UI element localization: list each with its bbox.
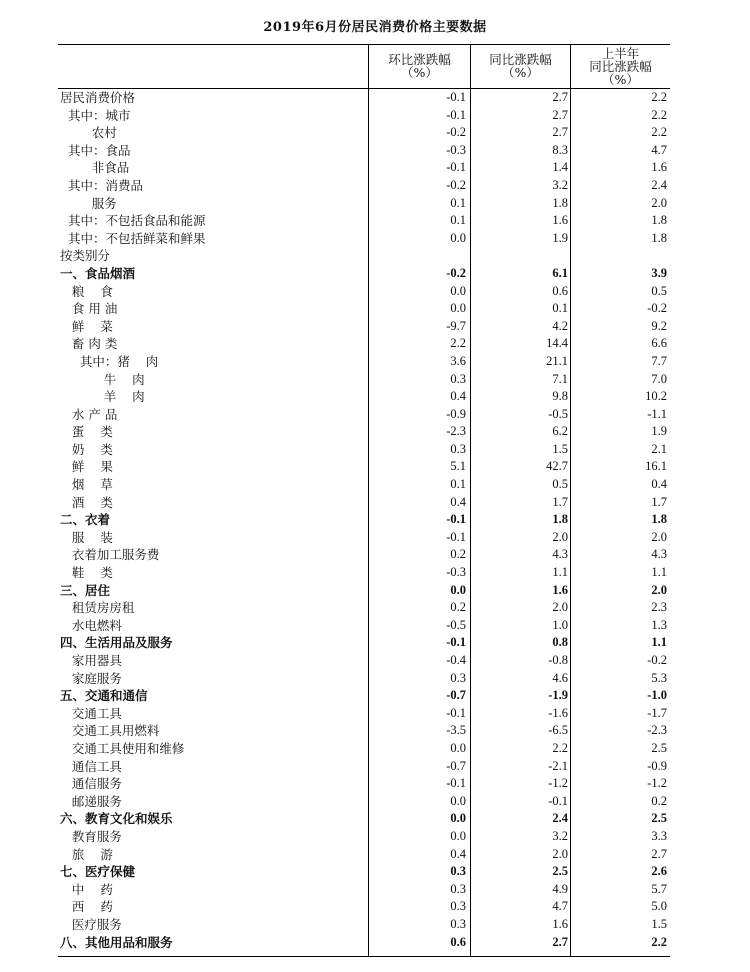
table-row [58,247,670,265]
mom-value: -0.4 [446,653,466,667]
h1-value: 7.0 [651,371,667,386]
table-row [58,177,670,195]
yoy-value: 1.4 [552,160,568,175]
yoy-value: 2.2 [552,740,568,755]
h1-value: -0.2 [647,301,667,316]
h1-value: 0.4 [651,477,667,492]
table-row [58,810,670,828]
table-row [58,599,670,617]
yoy-value: -2.1 [548,758,568,773]
row-label: 鲜 菜 [60,318,113,334]
yoy-value: 1.9 [552,230,568,245]
table-row [58,634,670,652]
yoy-value: 1.6 [552,916,568,931]
header-mom-line2: （%） [401,65,438,80]
yoy-value: -0.8 [548,653,568,667]
h1-value: 0.2 [651,793,667,808]
mom-value: 0.2 [450,600,466,615]
yoy-value: -0.1 [548,793,568,808]
mom-value: 0.1 [450,477,466,492]
h1-value: -0.9 [647,758,667,773]
row-label: 牛 肉 [60,371,145,387]
row-label: 交通工具 [60,705,122,721]
row-label: 其中：不包括食品和能源 [60,213,206,229]
h1-value: 4.3 [651,547,667,562]
yoy-value: 1.1 [552,565,568,580]
yoy-value: -1.2 [548,776,568,791]
table-row [58,230,670,248]
mom-value: -2.3 [446,424,466,439]
yoy-value: 0.1 [552,301,568,316]
row-label: 农村 [60,125,117,141]
row-label: 通信工具 [60,758,122,774]
row-label: 酒 类 [60,494,113,510]
table-row [58,89,670,107]
mom-value: 0.3 [450,670,466,685]
h1-value: 16.1 [645,459,667,474]
row-label: 七、医疗保健 [60,864,136,880]
h1-value: 1.8 [651,512,667,527]
mom-value: -0.3 [446,565,466,580]
mom-value: -0.7 [446,688,466,703]
row-label: 一、食品烟酒 [60,265,136,281]
row-label: 粮 食 [60,283,113,299]
table-row [58,828,670,846]
yoy-value: 4.3 [552,547,568,562]
mom-value: 0.0 [450,301,466,316]
yoy-value: 0.8 [552,635,568,650]
header-mom-line1: 环比涨跌幅 [388,52,451,67]
mom-value: 0.3 [450,441,466,456]
yoy-value: 6.1 [552,265,568,280]
h1-value: -2.3 [647,723,667,738]
mom-value: -0.2 [446,125,466,140]
h1-value: -1.2 [647,776,667,791]
h1-value: 2.7 [651,846,667,861]
table-row [58,458,670,476]
table-row [58,335,670,353]
yoy-value: 2.7 [552,90,568,104]
yoy-value: 2.0 [552,600,568,615]
mom-value: -0.1 [446,529,466,544]
yoy-value: -1.6 [548,705,568,720]
row-label: 蛋 类 [60,424,113,440]
row-label: 羊 肉 [60,389,145,405]
row-label: 其中：消费品 [60,177,143,193]
mom-value: 0.0 [450,230,466,245]
table-row [58,722,670,740]
mom-value: -9.7 [446,318,466,333]
yoy-value: 1.5 [552,441,568,456]
yoy-value: 9.8 [552,389,568,404]
h1-value: 1.1 [651,635,667,650]
table-row [58,388,670,406]
row-label: 食 用 油 [60,301,118,317]
row-label: 六、教育文化和娱乐 [60,811,173,827]
mom-value: -0.9 [446,406,466,421]
h1-value: 2.3 [651,600,667,615]
mom-value: 0.3 [450,899,466,914]
table-row [58,159,670,177]
row-label: 按类别分 [60,248,111,264]
yoy-value: 2.0 [552,529,568,544]
row-label: 服务 [60,195,117,211]
row-label: 通信服务 [60,776,122,792]
header-yoy-line2: （%） [502,65,539,80]
row-label: 其中：不包括鲜菜和鲜果 [60,230,206,246]
row-label: 其中：猪 肉 [60,353,159,369]
yoy-value: 2.7 [552,125,568,140]
yoy-value: 3.2 [552,828,568,843]
yoy-value: -6.5 [548,723,568,738]
yoy-value: 8.3 [552,142,568,157]
h1-value: 2.2 [651,90,667,104]
header-yoy-line1: 同比涨跌幅 [489,52,552,67]
h1-value: 2.5 [651,740,667,755]
mom-value: -0.7 [446,758,466,773]
mom-value: 0.4 [450,846,466,861]
yoy-value: 2.4 [552,811,568,826]
row-label: 交通工具使用和维修 [60,740,185,756]
mom-value: -0.1 [446,90,466,104]
h1-value: 10.2 [645,389,667,404]
mom-value: 0.0 [450,740,466,755]
h1-value: 2.0 [651,195,667,210]
mom-value: 0.6 [450,934,466,949]
table-row [58,300,670,318]
table-row [58,371,670,389]
mom-value: -0.1 [446,512,466,527]
table-row [58,529,670,547]
mom-value: 5.1 [450,459,466,474]
table-body [58,89,670,951]
row-label: 五、交通和通信 [60,688,148,704]
mom-value: -0.1 [446,635,466,650]
table-row [58,740,670,758]
row-label: 三、居住 [60,582,111,598]
h1-value: 6.6 [651,336,667,351]
mom-value: 0.3 [450,881,466,896]
table-row [58,775,670,793]
row-label: 其中：城市 [60,107,131,123]
h1-value: 1.8 [651,230,667,245]
table-title: 2019年6月份居民消费价格主要数据 [263,20,487,35]
row-label: 教育服务 [60,828,122,844]
table-row [58,406,670,424]
mom-value: -0.5 [446,617,466,632]
h1-value: 1.5 [651,916,667,931]
table-row [58,934,670,952]
yoy-value: 1.0 [552,617,568,632]
yoy-value: 42.7 [546,459,568,474]
mom-value: 0.0 [450,828,466,843]
mom-value: 0.1 [450,195,466,210]
h1-value: 9.2 [651,318,667,333]
yoy-value: 1.7 [552,494,568,509]
table-row [58,793,670,811]
h1-value: 2.5 [651,811,667,826]
table-row [58,195,670,213]
h1-value: 1.8 [651,213,667,228]
row-label: 衣着加工服务费 [60,547,160,563]
h1-value: 0.5 [651,283,667,298]
yoy-value: 4.2 [552,318,568,333]
table-row [58,511,670,529]
table-row [58,881,670,899]
yoy-value: -0.5 [548,406,568,421]
yoy-value: 3.2 [552,177,568,192]
yoy-value: 4.6 [552,670,568,685]
row-label: 家用器具 [60,653,122,668]
table-row [58,652,670,670]
row-label: 水电燃料 [60,617,122,633]
table-row [58,476,670,494]
yoy-value: 6.2 [552,424,568,439]
row-label: 鞋 类 [60,565,113,581]
table-row [58,283,670,301]
mom-value: 0.3 [450,864,466,879]
mom-value: 3.6 [450,353,466,368]
yoy-value: 7.1 [552,371,568,386]
mom-value: -0.2 [446,177,466,192]
mom-value: 0.4 [450,389,466,404]
table-row [58,617,670,635]
mom-value: -0.1 [446,107,466,122]
h1-value: 5.3 [651,670,667,685]
table-row [58,494,670,512]
table-row [58,212,670,230]
row-label: 中 药 [60,881,113,897]
mom-value: -0.1 [446,160,466,175]
h1-value: 1.1 [651,565,667,580]
mom-value: -0.1 [446,776,466,791]
table-row [58,564,670,582]
yoy-value: 14.4 [546,336,568,351]
row-label: 非食品 [60,160,130,176]
header-yoy [471,44,570,88]
h1-value: 3.3 [651,828,667,843]
row-label: 鲜 果 [60,459,113,475]
h1-value: 2.2 [651,934,667,949]
yoy-value: 0.6 [552,283,568,298]
header-h1-line2: 同比涨跌幅 [589,58,652,74]
h1-value: -1.0 [647,688,667,703]
row-label: 居民消费价格 [60,90,136,105]
h1-value: 1.3 [651,617,667,632]
yoy-value: 1.6 [552,213,568,228]
yoy-value: 2.5 [552,864,568,879]
table-row [58,670,670,688]
row-label: 二、衣着 [60,512,111,528]
mom-value: 0.3 [450,916,466,931]
yoy-value: 4.7 [552,899,568,914]
mom-value: -3.5 [446,723,466,738]
table-row [58,687,670,705]
row-label: 租赁房房租 [60,600,135,616]
h1-value: 5.0 [651,899,667,914]
table-row [58,142,670,160]
h1-value: 2.0 [651,582,667,597]
mom-value: 0.4 [450,494,466,509]
h1-value: 2.6 [651,864,667,879]
h1-value: 1.9 [651,424,667,439]
h1-value: -0.2 [647,653,667,667]
h1-value: 2.2 [651,107,667,122]
row-label: 水 产 品 [60,406,118,422]
table-row [58,423,670,441]
table-row [58,898,670,916]
row-label: 邮递服务 [60,793,122,809]
yoy-value: 0.5 [552,477,568,492]
mom-value: 0.0 [450,582,466,597]
mom-value: 2.2 [450,336,466,351]
header-h1 [571,44,670,88]
yoy-value: 2.7 [552,107,568,122]
yoy-value: -1.9 [548,688,568,703]
mom-value: 0.3 [450,371,466,386]
row-label: 家庭服务 [60,670,122,686]
h1-value: 2.4 [651,177,667,192]
h1-value: 5.7 [651,881,667,896]
table-row [58,441,670,459]
mom-value: -0.3 [446,142,466,157]
yoy-value: 2.0 [552,846,568,861]
row-label: 服 装 [60,529,113,545]
table-row [58,353,670,371]
mom-value: 0.2 [450,547,466,562]
mom-value: -0.1 [446,705,466,720]
h1-value: 2.0 [651,529,667,544]
h1-value: 1.6 [651,160,667,175]
yoy-value: 1.8 [552,195,568,210]
table-row [58,863,670,881]
h1-value: 4.7 [651,142,667,157]
table-row [58,124,670,142]
mom-value: -0.2 [446,265,466,280]
h1-value: -1.1 [647,406,667,421]
row-label: 西 药 [60,899,113,915]
table-row [58,758,670,776]
h1-value: 2.2 [651,125,667,140]
row-label: 畜 肉 类 [60,336,118,352]
row-label: 四、生活用品及服务 [60,635,173,651]
row-label: 其中：食品 [60,142,131,158]
yoy-value: 21.1 [546,353,568,368]
table-row [58,846,670,864]
row-label: 旅 游 [60,846,113,862]
yoy-value: 1.6 [552,582,568,597]
mom-value: 0.0 [450,793,466,808]
table-row [58,582,670,600]
h1-value: -1.7 [647,705,667,720]
h1-value: 2.1 [651,441,667,456]
h1-value: 1.7 [651,494,667,509]
table-row [58,265,670,283]
table-row [58,107,670,125]
h1-value: 7.7 [651,353,667,368]
table-row [58,546,670,564]
row-label: 奶 类 [60,441,113,457]
table-row [58,705,670,723]
mom-value: 0.0 [450,811,466,826]
row-label: 交通工具用燃料 [60,723,160,739]
row-label: 医疗服务 [60,916,122,932]
bottom-rule [58,956,670,957]
mom-value: 0.1 [450,213,466,228]
yoy-value: 1.8 [552,512,568,527]
yoy-value: 4.9 [552,881,568,896]
header-h1-line3: （%） [602,71,639,87]
header-h1-line1: 上半年 [601,45,640,61]
table-row [58,318,670,336]
mom-value: 0.0 [450,283,466,298]
row-label: 烟 草 [60,477,113,493]
row-label: 八、其他用品和服务 [60,934,173,950]
yoy-value: 2.7 [552,934,568,949]
header-mom [369,44,470,88]
table-row [58,916,670,934]
h1-value: 3.9 [651,265,667,280]
